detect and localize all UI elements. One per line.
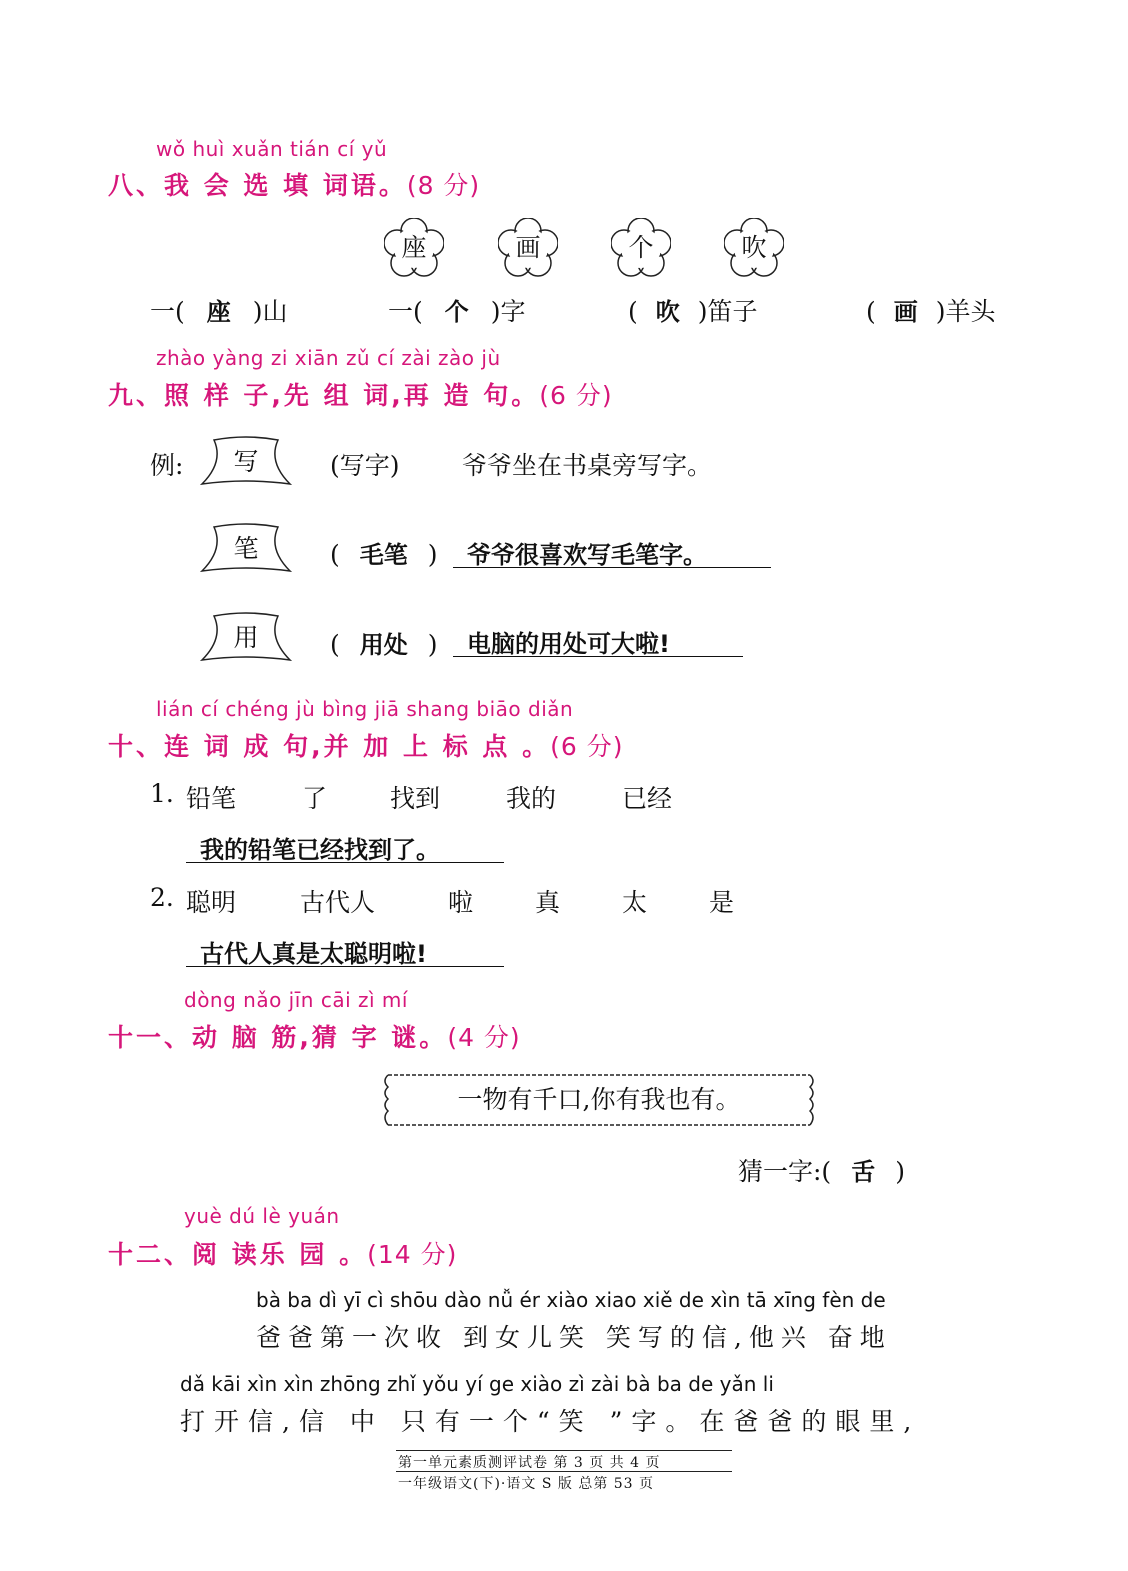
item-prefix: 一( [388,297,423,326]
s11-title-text: 十一、动 脑 筋,猜 字 谜。 [108,1023,448,1052]
item-prefix: ( [628,297,638,326]
option-char: 座 [401,233,427,262]
q1-word: 我的 [506,784,557,813]
example-sentence: 爷爷坐在书桌旁写字。 [462,451,713,480]
sentence-answer-line [453,626,743,657]
q2-answer-line [186,934,504,967]
s8-title-text: 八、我 会 选 填 词语。 [108,171,407,200]
option-char: 吹 [741,233,767,262]
q2-word: 真 [535,888,561,917]
q2-word: 啦 [448,888,474,917]
footer-line1: 第一单元素质测评试卷 第 3 页 共 4 页 [398,1455,661,1471]
item-answer: 座 [206,298,231,326]
s9-title [108,376,613,412]
sentence-answer: 爷爷很喜欢写毛笔字。 [467,541,707,569]
option-flower-1 [384,218,444,278]
guess-answer: 舌 [851,1158,876,1186]
option-flower-3 [611,218,671,278]
s8-item-4 [866,292,996,328]
q2-word: 是 [709,888,735,917]
q2-word: 古代人 [300,888,376,917]
item-suffix: )羊头 [935,297,996,326]
guess-close: ) [895,1157,905,1186]
footer-rule-mid [396,1471,732,1472]
word-answer-row [330,535,438,570]
char-tag [198,523,294,575]
s8-pinyin: wǒ huì xuǎn tián cí yǔ [156,137,388,161]
s9-title-text: 九、照 样 子,先 组 词,再 造 句。 [108,381,540,410]
option-flower-2 [498,218,558,278]
item-suffix: )山 [252,297,288,326]
s10-title [108,727,624,763]
riddle-box [380,1072,818,1128]
s8-item-3 [628,292,758,328]
sentence-answer: 电脑的用处可大啦! [467,630,670,658]
q2-answer: 古代人真是太聪明啦! [200,940,427,968]
q2-word: 太 [622,888,648,917]
sentence-answer-line [453,537,771,568]
s8-title [108,166,480,202]
tag-char: 笔 [233,534,259,563]
tag-char: 写 [233,447,259,476]
s11-title [108,1018,521,1054]
guess-row [738,1152,905,1188]
s12-pinyin: yuè dú lè yuán [184,1204,340,1228]
guess-label: 猜一字:( [738,1157,832,1186]
item-suffix: )字 [490,297,526,326]
footer-line2: 一年级语文(下)·语文 S 版 总第 53 页 [398,1476,655,1492]
s11-pinyin: dòng nǎo jīn cāi zì mí [184,988,408,1012]
example-label: 例: [150,451,184,480]
paren-open: ( [330,630,340,659]
s12-title [108,1235,457,1271]
s10-title-text: 十、连 词 成 句,并 加 上 标 点 。 [108,732,551,761]
q1-word: 了 [302,784,328,813]
q1-answer-line [186,830,504,863]
option-char: 个 [628,233,654,262]
item-answer: 画 [893,298,918,326]
s12-title-text: 十二、阅 读乐 园 。 [108,1240,368,1269]
item-answer: 吹 [655,298,680,326]
example-word: (写字) [330,451,400,480]
option-char: 画 [515,233,541,262]
paren-close: ) [427,540,438,569]
riddle-text: 一物有千口,你有我也有。 [457,1085,741,1114]
tag-char: 用 [233,623,259,652]
q1-word: 已经 [622,784,673,813]
paren-close: ) [427,630,438,659]
passage-line1-pinyin: bà ba dì yī cì shōu dào nǚ ér xiào xiao xiě de xìn tā xīng fèn de [256,1288,886,1312]
item-suffix: )笛子 [697,297,758,326]
word-answer: 毛笔 [359,541,408,569]
s8-score: (8 分) [406,171,481,200]
q1-word: 找到 [390,784,441,813]
q2-word: 聪明 [186,888,237,917]
passage-line2-pinyin: dǎ kāi xìn xìn zhōng zhǐ yǒu yí ge xiào zì zài bà ba de yǎn li [180,1372,774,1396]
passage-line2: 打开信,信 中 只有一个“笑 ”字。在爸爸的眼里, [180,1407,921,1436]
item-prefix: ( [866,297,876,326]
s11-score: (4 分) [447,1023,521,1052]
s9-score: (6 分) [539,381,613,410]
char-tag [198,436,294,488]
q1-answer: 我的铅笔已经找到了。 [200,836,440,864]
word-answer-row [330,625,438,660]
paren-open: ( [330,540,340,569]
s10-score: (6 分) [550,732,624,761]
s10-pinyin: lián cí chéng jù bìng jiā shang biāo diǎn [156,697,574,721]
item-answer: 个 [444,298,469,326]
q2-num: 2. [150,883,174,912]
s9-pinyin: zhào yàng zi xiān zǔ cí zài zào jù [156,346,501,370]
option-flower-4 [724,218,784,278]
word-answer: 用处 [359,631,408,659]
s8-item-1 [150,292,288,328]
passage-line1: 爸爸第一次收 到女儿笑 笑写的信,他兴 奋地 [256,1323,892,1352]
char-tag [198,612,294,664]
footer-rule-top [396,1450,732,1451]
item-prefix: 一( [150,297,185,326]
s12-score: (14 分) [367,1240,458,1269]
s8-item-2 [388,292,526,328]
q1-word: 铅笔 [186,784,237,813]
q1-num: 1. [150,779,174,808]
